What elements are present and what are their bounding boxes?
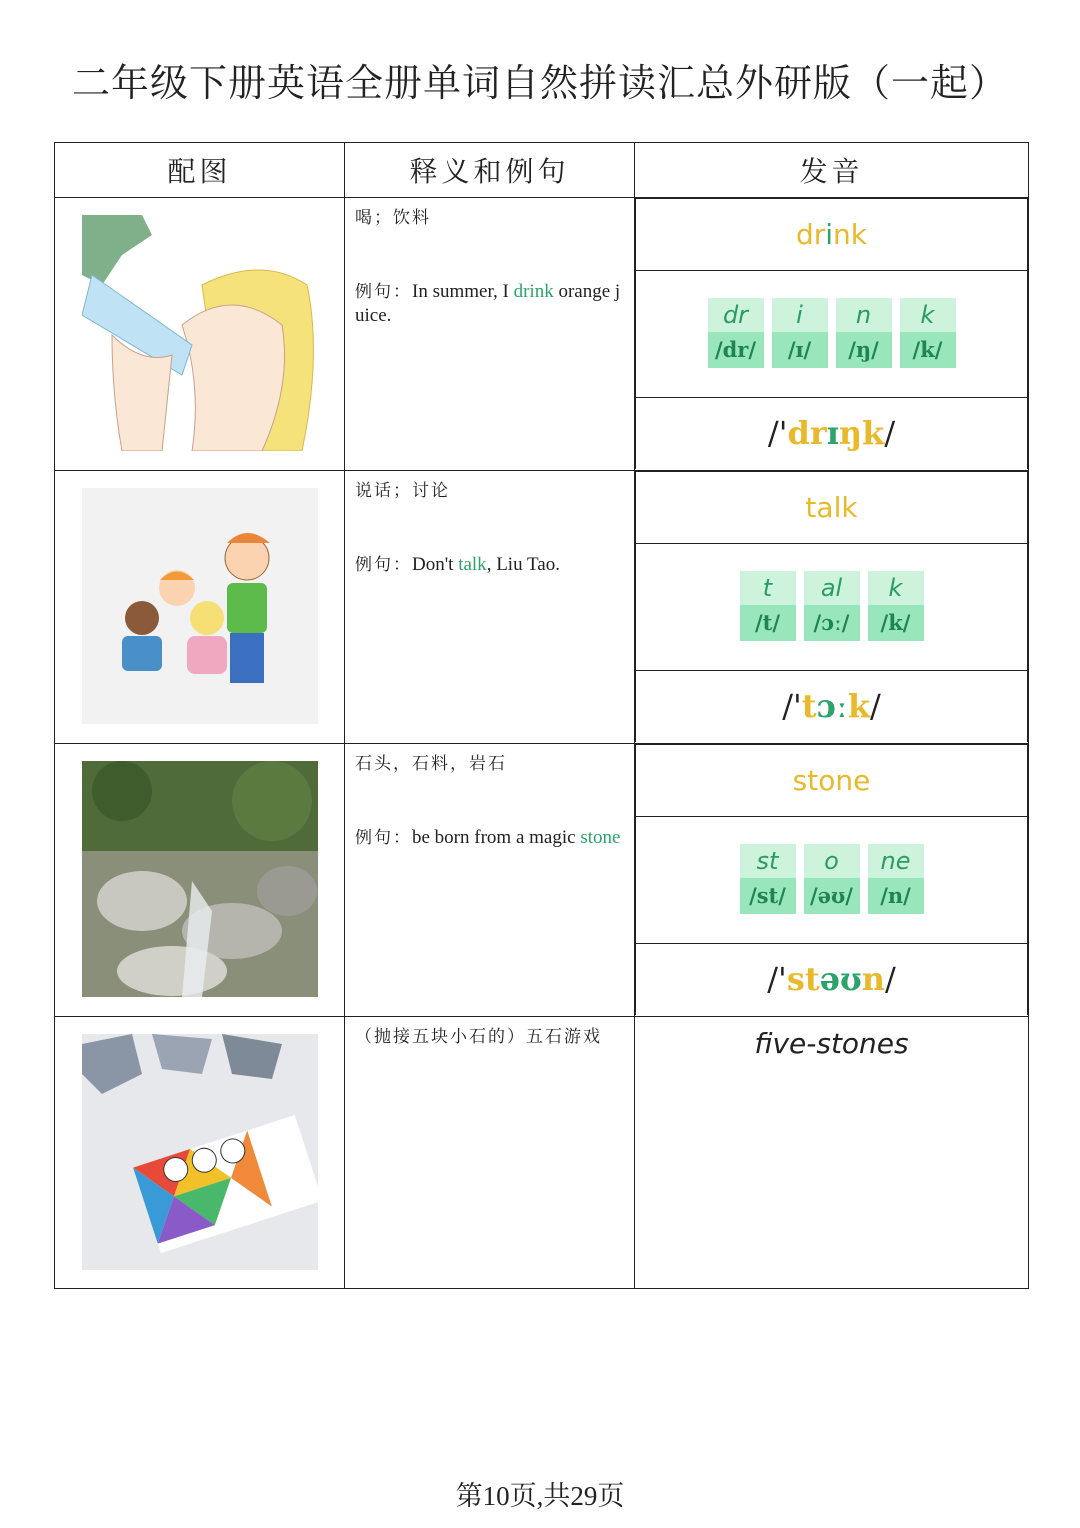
pronunciation-cell: [635, 744, 1029, 1017]
image-cell: [55, 744, 345, 1017]
meaning-text: 石头，石料，岩石: [355, 754, 507, 774]
phonics-tiles: [636, 271, 1028, 398]
five-stones-photo: [82, 1034, 318, 1270]
table-header-row: [55, 143, 1029, 198]
meaning-cell: [345, 198, 635, 471]
header-pronunciation: 发音: [635, 143, 1029, 198]
example-sentence: [355, 280, 624, 328]
ipa-transcription: /'tɔːk/: [636, 671, 1028, 743]
vocab-table: [54, 142, 1029, 1289]
phonics-tile: o /əʊ/: [804, 844, 860, 914]
phonics-tile: k /k/: [868, 571, 924, 641]
example-highlight: drink: [513, 281, 554, 302]
talk-illustration: [82, 488, 318, 724]
phonics-tile: i /ɪ/: [772, 298, 828, 368]
meaning-cell: [345, 471, 635, 744]
ipa-transcription: /'drɪŋk/: [636, 398, 1028, 470]
pronunciation-cell: [635, 1017, 1029, 1289]
word: five-stones: [754, 1027, 909, 1060]
page-title: 二年级下册英语全册单词自然拼读汇总外研版（一起）: [71, 61, 1008, 105]
phonics-tile: al /ɔː/: [804, 571, 860, 641]
phonics-tile: dr /dr/: [708, 298, 764, 368]
pronunciation-cell: [635, 198, 1029, 471]
phonics-tiles: [636, 817, 1028, 944]
pronunciation-cell: [635, 471, 1029, 744]
word: stone: [636, 745, 1028, 817]
header-image: 配图: [55, 143, 345, 198]
phonics-tile: st /st/: [740, 844, 796, 914]
word: drink: [636, 199, 1028, 271]
word: talk: [636, 472, 1028, 544]
example-label: 例句：: [355, 282, 412, 302]
phonics-tile: ne /n/: [868, 844, 924, 914]
example-post: orange juice.: [355, 281, 621, 326]
header-meaning: 释义和例句: [345, 143, 635, 198]
drink-illustration: [82, 215, 318, 451]
ipa-transcription: /'stəʊn/: [636, 944, 1028, 1016]
table-row: [55, 1017, 1029, 1289]
phonics-tile: n /ŋ/: [836, 298, 892, 368]
image-cell: [55, 1017, 345, 1289]
table-row: [55, 198, 1029, 471]
image-cell: [55, 471, 345, 744]
stone-photo: [82, 761, 318, 997]
meaning-cell: [345, 1017, 635, 1289]
table-row: [55, 744, 1029, 1017]
image-cell: [55, 198, 345, 471]
example-sentence: 例句：be born from a magic stone: [355, 827, 621, 848]
example-pre: In summer, I: [412, 281, 514, 302]
phonics-tiles: [636, 544, 1028, 671]
meaning-cell: [345, 744, 635, 1017]
phonics-tile: k /k/: [900, 298, 956, 368]
phonics-tile: t /t/: [740, 571, 796, 641]
meaning-text: 喝；饮料: [355, 208, 431, 228]
example-sentence: 例句：Don't talk, Liu Tao.: [355, 554, 560, 575]
table-row: [55, 471, 1029, 744]
page-number: 第10页,共29页: [455, 1481, 625, 1511]
meaning-text: （抛接五块小石的）五石游戏: [355, 1027, 602, 1047]
meaning-text: 说话；讨论: [355, 481, 450, 501]
